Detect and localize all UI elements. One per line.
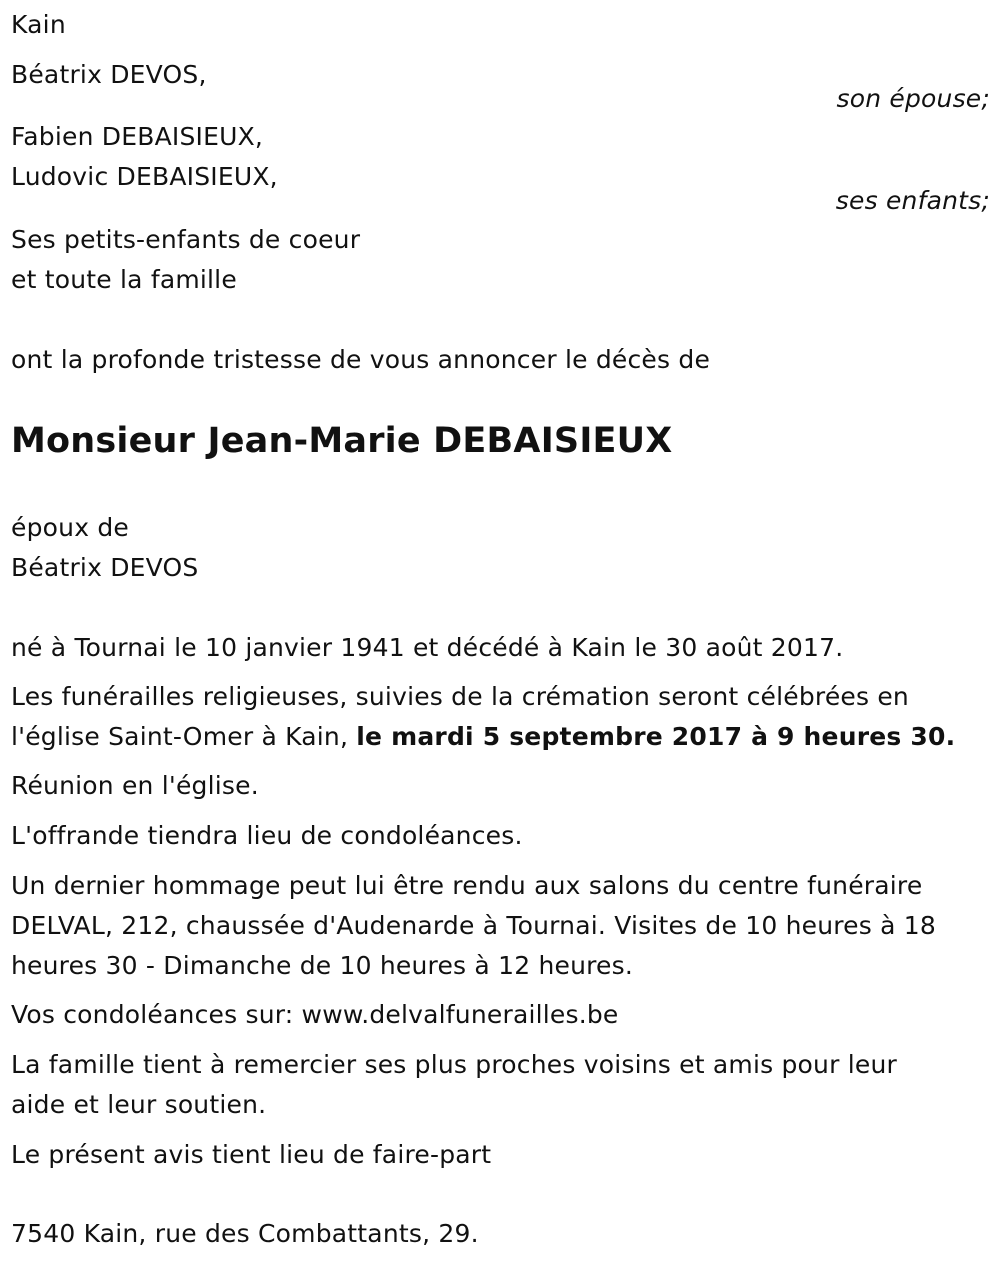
deceased-name: Monsieur Jean-Marie DEBAISIEUX [11,421,673,461]
funeral-line-1: Les funérailles religieuses, suivies de la crémation seront célébrées en [11,682,909,711]
family-line: et toute la famille [11,265,237,294]
address-line: 7540 Kain, rue des Combattants, 29. [11,1219,479,1248]
funeral-date-time: le mardi 5 septembre 2017 à 9 heures 30. [356,722,956,751]
notice-statement: Le présent avis tient lieu de faire-part [11,1140,492,1169]
spouse-name: Béatrix DEVOS, [11,60,207,89]
location: Kain [11,10,66,39]
birth-death-line: né à Tournai le 10 janvier 1941 et décédé à Kain le 30 août 2017. [11,633,844,662]
child-name-2: Ludovic DEBAISIEUX, [11,162,278,191]
thanks-line-1: La famille tient à remercier ses plus proches voisins et amis pour leur [11,1050,897,1079]
meeting-line: Réunion en l'église. [11,771,259,800]
offering-line: L'offrande tiendra lieu de condoléances. [11,821,523,850]
grandchildren-line: Ses petits-enfants de coeur [11,225,361,254]
child-name-1: Fabien DEBAISIEUX, [11,122,264,151]
funeral-location: l'église Saint-Omer à Kain, [11,722,357,751]
funeral-line-2 [11,722,955,752]
condolences-line: Vos condoléances sur: www.delvalfunerailles.be [11,1000,619,1029]
husband-of-label: époux de [11,513,129,542]
spouse-role: son épouse; [836,84,990,113]
children-role: ses enfants; [835,186,990,215]
tribute-line-3: heures 30 - Dimanche de 10 heures à 12 heures. [11,951,633,980]
thanks-line-2: aide et leur soutien. [11,1090,267,1119]
tribute-line-2: DELVAL, 212, chaussée d'Audenarde à Tournai. Visites de 10 heures à 18 [11,911,936,940]
tribute-line-1: Un dernier hommage peut lui être rendu aux salons du centre funéraire [11,871,923,900]
husband-of-name: Béatrix DEVOS [11,553,199,582]
announcement: ont la profonde tristesse de vous annoncer le décès de [11,345,711,374]
